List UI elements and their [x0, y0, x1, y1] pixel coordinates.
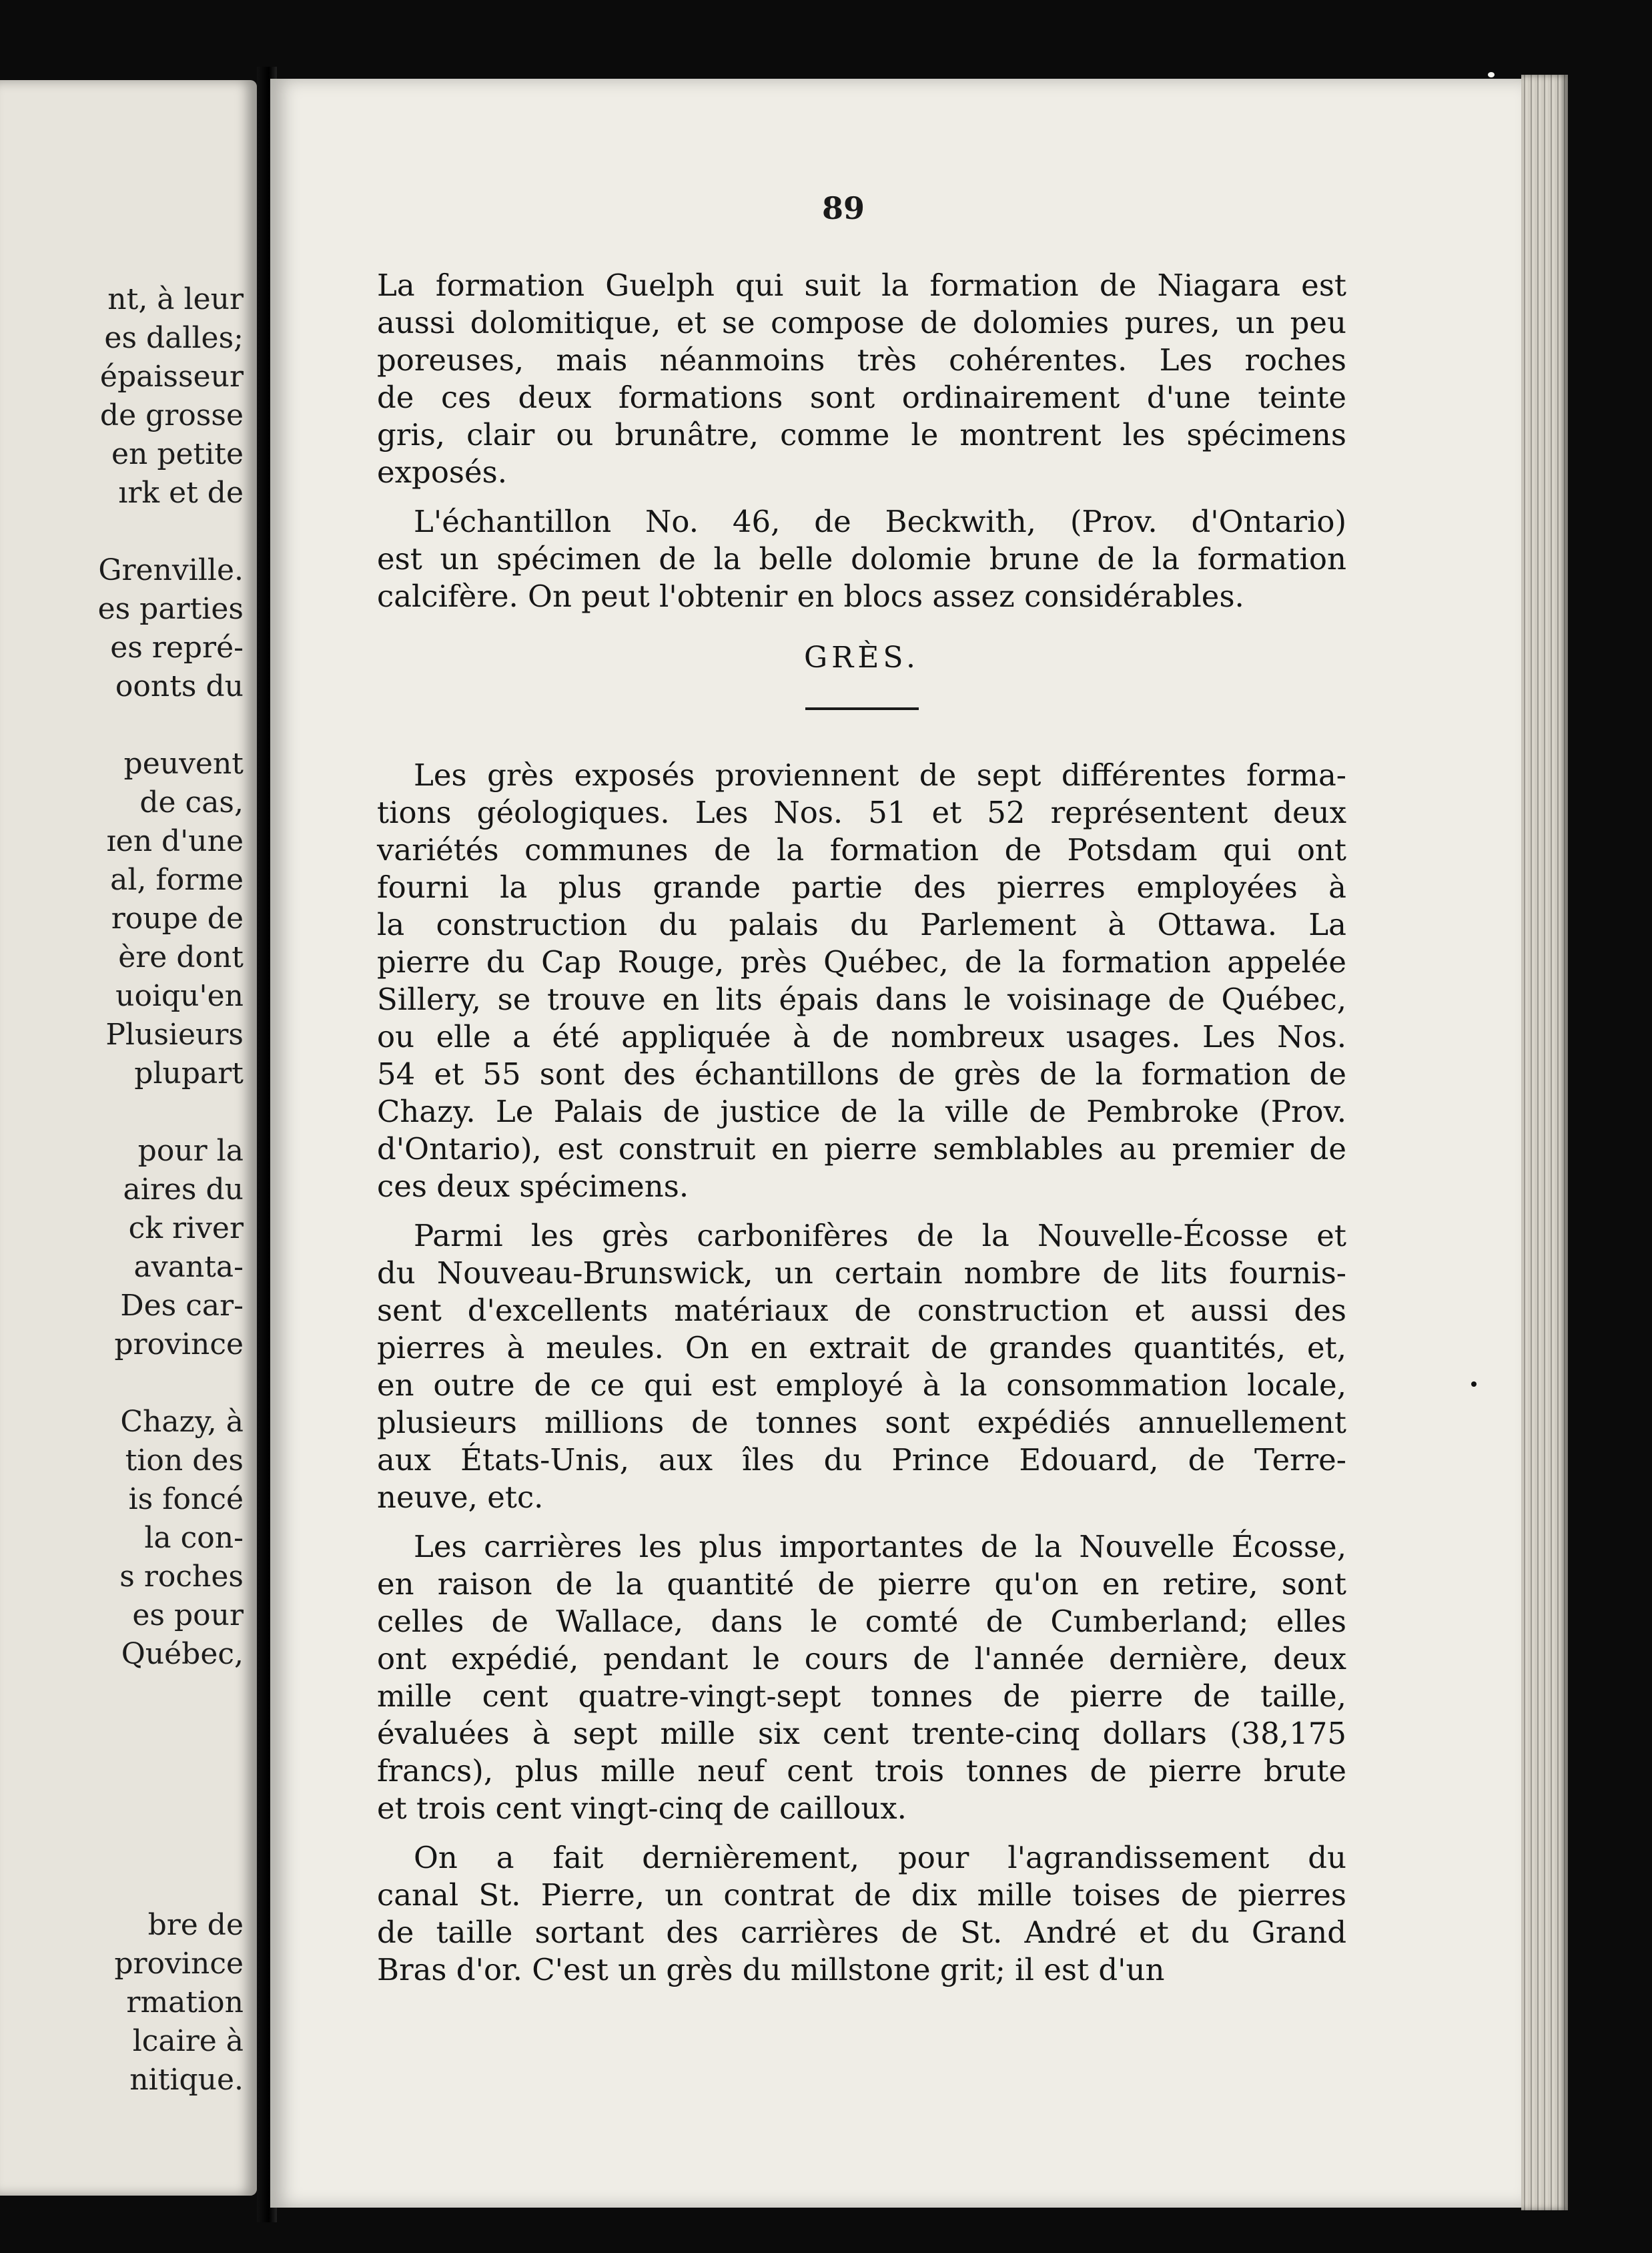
page-edge-stack — [1521, 75, 1568, 2210]
body-text — [377, 267, 1346, 1989]
left-page-line: avanta- — [133, 1250, 244, 1284]
left-page-line: tion des — [125, 1443, 244, 1478]
text-line: de ces deux formations sont ordinairement d'une teinte — [377, 380, 1346, 415]
left-page-line: pour la — [137, 1134, 244, 1168]
paragraphs-top — [377, 267, 1346, 615]
left-page-line: uoiqu'en — [115, 979, 244, 1013]
left-page-line: es pour — [132, 1598, 244, 1632]
text-line: aussi dolomitique, et se compose de dolomies pures, un peu — [377, 305, 1346, 340]
scan-speck — [1471, 1381, 1477, 1387]
text-line: en outre de ce qui est employé à la consommation locale, — [377, 1367, 1346, 1403]
text-line: Chazy. Le Palais de justice de la ville de Pembroke (Prov. — [377, 1094, 1346, 1129]
left-page-line: ck river — [128, 1211, 244, 1245]
text-line: francs), plus mille neuf cent trois tonnes de pierre brute — [377, 1753, 1346, 1789]
text-line: la construction du palais du Parlement à Ottawa. La — [377, 907, 1346, 942]
text-line: exposés. — [377, 454, 508, 490]
paragraph — [377, 1217, 1346, 1516]
paragraph-gap — [377, 491, 1346, 503]
text-line: Les carrières les plus importantes de la Nouvelle Écosse, — [414, 1529, 1346, 1564]
text-line: de taille sortant des carrières de St. André et du Grand — [377, 1915, 1346, 1950]
left-page-gap — [0, 1364, 244, 1403]
paragraphs-bottom — [377, 757, 1346, 1989]
text-line: du Nouveau-Brunswick, un certain nombre de lits fournis- — [377, 1255, 1346, 1291]
left-page-line: s roches — [119, 1560, 244, 1594]
text-line: en raison de la quantité de pierre qu'on en retire, sont — [377, 1566, 1346, 1602]
left-page-line: plupart — [134, 1056, 244, 1090]
left-page-line: province — [114, 1327, 244, 1361]
text-line: La formation Guelph qui suit la formation de Niagara est — [377, 268, 1346, 303]
left-page-line: nt, à leur — [107, 282, 244, 316]
scan-speck — [1488, 72, 1495, 77]
left-page-line: es parties — [97, 592, 244, 626]
text-line: Parmi les grès carbonifères de la Nouvelle-Écosse et — [414, 1218, 1346, 1253]
text-line: tions géologiques. Les Nos. 51 et 52 représentent deux — [377, 795, 1346, 830]
text-line: variétés communes de la formation de Potsdam qui ont — [377, 832, 1346, 868]
text-line: et trois cent vingt-cinq de cailloux. — [377, 1791, 907, 1826]
left-page-text-fragments — [0, 280, 244, 2100]
left-page-line: la con- — [144, 1521, 244, 1555]
paragraph-gap — [377, 1516, 1346, 1528]
left-page-gap — [0, 1093, 244, 1132]
text-line: calcifère. On peut l'obtenir en blocs assez considérables. — [377, 579, 1244, 614]
left-page-line: de cas, — [139, 785, 244, 820]
left-page-line: is foncé — [128, 1482, 244, 1516]
paragraph — [377, 757, 1346, 1205]
paragraph — [377, 503, 1346, 615]
left-page-line: es repré- — [110, 631, 244, 665]
paragraph-gap — [377, 1205, 1346, 1217]
text-line: On a fait dernièrement, pour l'agrandissement du — [414, 1840, 1346, 1875]
left-page-line: oonts du — [115, 669, 244, 703]
left-page-gap — [0, 1867, 244, 1906]
left-page-gap — [0, 1674, 244, 1712]
left-page-gap — [0, 513, 244, 551]
text-line: évaluées à sept mille six cent trente-cinq dollars (38,175 — [377, 1716, 1346, 1751]
left-page-line: aires du — [123, 1173, 244, 1207]
left-facing-page — [0, 80, 257, 2196]
text-line: poreuses, mais néanmoins très cohérentes. Les roches — [377, 342, 1346, 378]
text-line: Bras d'or. C'est un grès du millstone grit; il est d'un — [377, 1952, 1165, 1987]
left-page-gap — [0, 1829, 244, 1867]
left-page-line: ırk et de — [118, 476, 244, 510]
left-page-gap — [0, 1790, 244, 1829]
left-page-line: province — [114, 1947, 244, 1981]
text-line: celles de Wallace, dans le comté de Cumberland; elles — [377, 1604, 1346, 1639]
left-page-line: peuvent — [123, 747, 244, 781]
left-page-gap — [0, 1712, 244, 1751]
text-line: pierre du Cap Rouge, près Québec, de la formation appelée — [377, 944, 1346, 980]
left-page-line: Québec, — [121, 1637, 244, 1671]
left-page-line: Chazy, à — [120, 1405, 244, 1439]
text-line: neuve, etc. — [377, 1480, 544, 1515]
left-page-line: Plusieurs — [105, 1018, 244, 1052]
left-page-line: en petite — [111, 437, 244, 471]
page-number: 89 — [822, 190, 865, 226]
text-line: Sillery, se trouve en lits épais dans le voisinage de Québec, — [377, 982, 1346, 1017]
text-line: ou elle a été appliquée à de nombreux usages. Les Nos. — [377, 1019, 1346, 1054]
left-page-gap — [0, 1751, 244, 1790]
left-page-line: Grenville. — [98, 553, 244, 587]
paragraph — [377, 1528, 1346, 1827]
left-page-line: roupe de — [111, 902, 244, 936]
text-line: gris, clair ou brunâtre, comme le montrent les spécimens — [377, 417, 1346, 452]
text-line: d'Ontario), est construit en pierre semblables au premier de — [377, 1131, 1346, 1167]
left-page-line: rmation — [126, 1985, 244, 2019]
text-line: canal St. Pierre, un contrat de dix mille toises de pierres — [377, 1877, 1346, 1913]
text-line: aux États-Unis, aux îles du Prince Edouard, de Terre- — [377, 1442, 1346, 1478]
left-page-line: ère dont — [118, 940, 244, 974]
left-page-line: épaisseur — [99, 360, 244, 394]
left-page-line: ɪen d'une — [106, 824, 244, 858]
text-line: sent d'excellents matériaux de construction et aussi des — [377, 1293, 1346, 1328]
text-line: plusieurs millions de tonnes sont expédiés annuellement — [377, 1405, 1346, 1440]
left-page-line: bre de — [147, 1908, 244, 1942]
text-line: ont expédié, pendant le cours de l'année dernière, deux — [377, 1641, 1346, 1676]
left-page-line: de grosse — [99, 398, 244, 432]
heading-rule — [805, 707, 919, 710]
paragraph — [377, 1839, 1346, 1989]
text-line: L'échantillon No. 46, de Beckwith, (Prov. d'Ontario) — [414, 504, 1346, 539]
left-page-line: nitique. — [129, 2063, 244, 2097]
left-page-gap — [0, 706, 244, 745]
paragraph — [377, 267, 1346, 491]
text-line: est un spécimen de la belle dolomie brune de la formation — [377, 541, 1346, 577]
text-line: 54 et 55 sont des échantillons de grès de la formation de — [377, 1056, 1346, 1092]
section-heading: GRÈS. — [804, 641, 919, 675]
left-page-line: lcaire à — [132, 2024, 244, 2058]
left-page-line: es dalles; — [104, 321, 244, 355]
left-page-line: al, forme — [110, 863, 244, 897]
text-line: ces deux spécimens. — [377, 1169, 689, 1204]
left-page-line: Des car- — [120, 1289, 244, 1323]
text-line: Les grès exposés proviennent de sept différentes forma- — [414, 757, 1346, 793]
text-line: pierres à meules. On en extrait de grandes quantités, et, — [377, 1330, 1346, 1365]
paragraph-gap — [377, 1827, 1346, 1839]
text-line: fourni la plus grande partie des pierres employées à — [377, 870, 1346, 905]
text-line: mille cent quatre-vingt-sept tonnes de pierre de taille, — [377, 1678, 1346, 1714]
